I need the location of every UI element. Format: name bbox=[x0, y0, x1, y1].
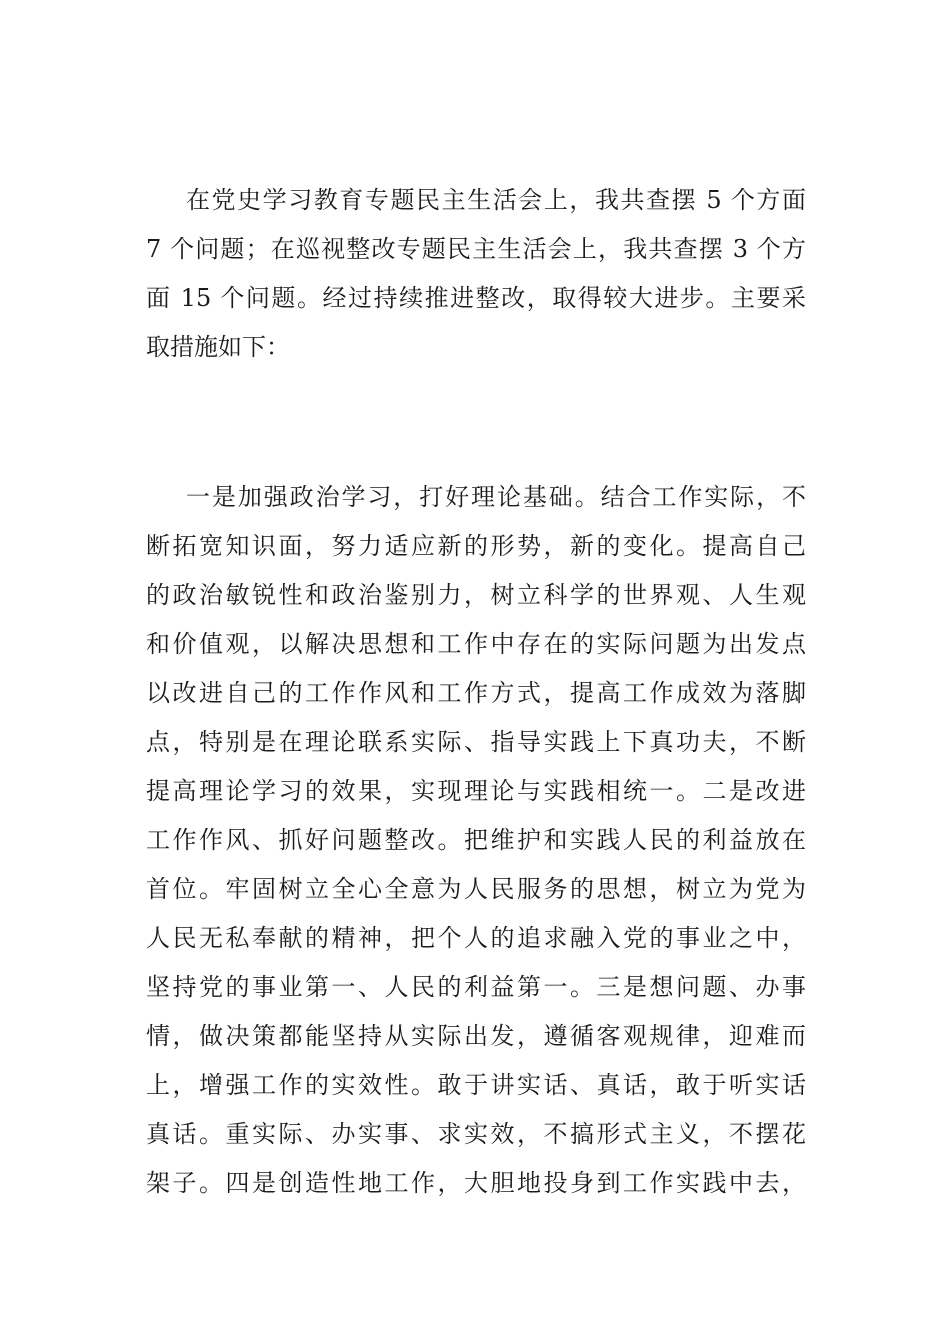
paragraph-2-line-1: 一是加强政治学习，打好理论基础。结合工作实际，不 bbox=[186, 483, 806, 511]
paragraph-2-line-3: 的政治敏锐性和政治鉴别力，树立科学的世界观、人生观 bbox=[146, 581, 806, 609]
paragraph-2-line-5: 以改进自己的工作作风和工作方式，提高工作成效为落脚 bbox=[146, 679, 806, 707]
paragraph-1-line-2: 7 个问题；在巡视整改专题民主生活会上，我共查摆 3 个方 bbox=[146, 235, 806, 263]
paragraph-2-line-15: 架子。四是创造性地工作，大胆地投身到工作实践中去， bbox=[146, 1169, 806, 1197]
paragraph-2-line-12: 情，做决策都能坚持从实际出发，遵循客观规律，迎难而 bbox=[146, 1022, 806, 1050]
paragraph-1-line-4: 取措施如下： bbox=[146, 333, 290, 361]
paragraph-2-line-13: 上，增强工作的实效性。敢于讲实话、真话，敢于听实话 bbox=[146, 1071, 806, 1099]
paragraph-2-line-4: 和价值观，以解决思想和工作中存在的实际问题为出发点 bbox=[146, 630, 806, 658]
paragraph-2-line-10: 人民无私奉献的精神，把个人的追求融入党的事业之中， bbox=[146, 924, 806, 952]
paragraph-2-line-8: 工作作风、抓好问题整改。把维护和实践人民的利益放在 bbox=[146, 826, 806, 854]
paragraph-2-line-11: 坚持党的事业第一、人民的利益第一。三是想问题、办事 bbox=[146, 973, 806, 1001]
paragraph-2-line-7: 提高理论学习的效果，实现理论与实践相统一。二是改进 bbox=[146, 777, 806, 805]
paragraph-1-line-1: 在党史学习教育专题民主生活会上，我共查摆 5 个方面 bbox=[186, 186, 806, 214]
paragraph-2-line-6: 点，特别是在理论联系实际、指导实践上下真功夫，不断 bbox=[146, 728, 806, 756]
paragraph-2-line-2: 断拓宽知识面，努力适应新的形势，新的变化。提高自己 bbox=[146, 532, 806, 560]
paragraph-2-line-9: 首位。牢固树立全心全意为人民服务的思想，树立为党为 bbox=[146, 875, 806, 903]
paragraph-2-line-14: 真话。重实际、办实事、求实效，不搞形式主义，不摆花 bbox=[146, 1120, 806, 1148]
paragraph-1-line-3: 面 15 个问题。经过持续推进整改，取得较大进步。主要采 bbox=[146, 284, 806, 312]
